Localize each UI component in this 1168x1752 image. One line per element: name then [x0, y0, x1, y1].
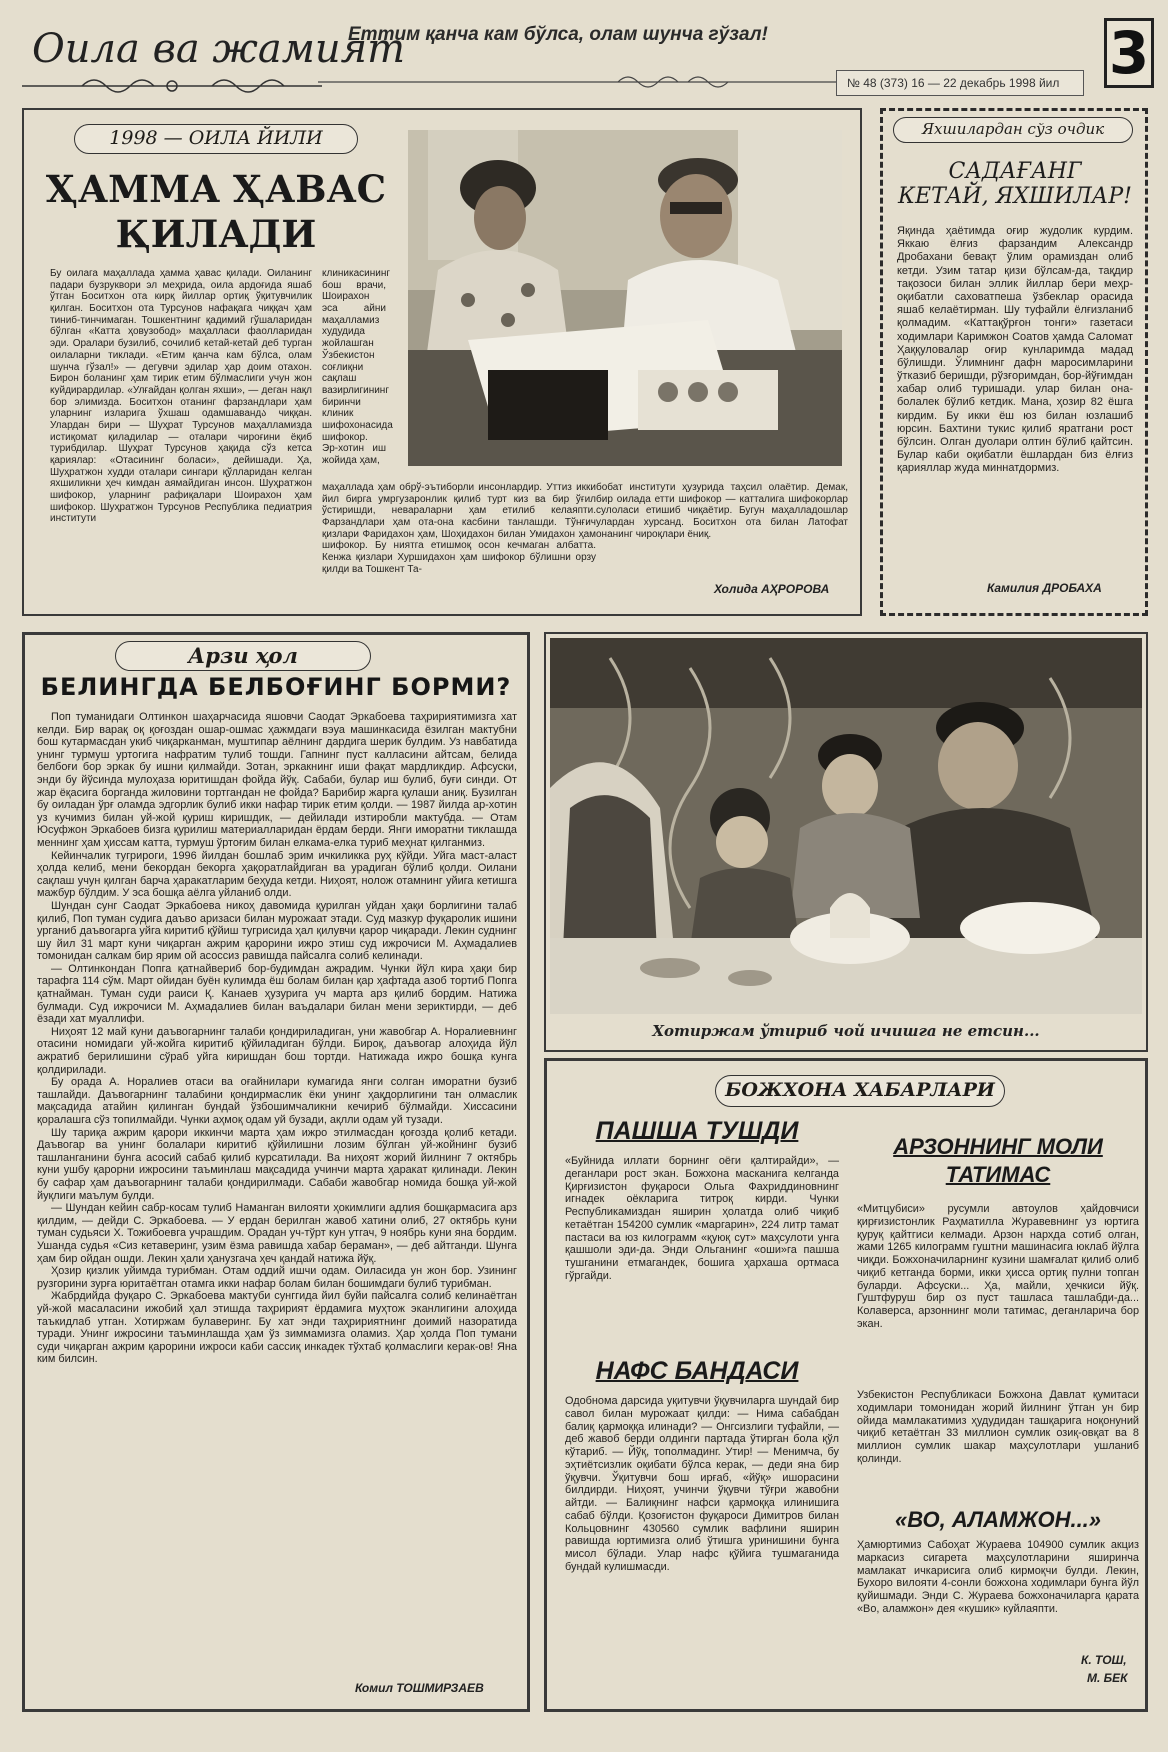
article3-kicker: Арзи ҳол — [115, 641, 371, 671]
article3-paragraph: — Шундан кейин сабр-косам тулиб Наманган вилояти ҳокимлиги адлия бошқармасига арз қилдим, — дейди С. Эркабоева. — У ердан берилган жавоб хатини олиб, 27 октябрь куни туман судьяси Х. Тожибоевга учрашдим. Орадан уч-тўрт кун утгач, 9 ноябрь куни яна бордим. Ушанда судья «Сиз кетаверинг, узим ёзма равишда хабар бераман», — деб айтганди. Шунга ҳам бир ойдан ошди. Лекин ҳали ҳанузгача ҳеч қандай натижа йўқ. — [37, 1202, 517, 1265]
article3-paragraph: Поп туманидаги Олтинкон шаҳарчасида яшовчи Саодат Эркабоева таҳририятимизга хат келди. Бир варақ оқ қоғоздан ошар-ошмас ҳажмдаги вэуа машинкасида ёзилган мактубни бош кутармасдан укиб чиқарканман, муштипар аёлнинг дардига шерик булдим. Уз навбатида унинг турмуш уртогига нафратим тулиб тошди. Гапнинг пуст калласини айтсам, белида белбоғи бор эркак бу ишни қилмайди. Зотан, эркакнинг иши фақат мардликдир. Афсуски, энди бу йўсинда мулоҳаза юритишдан фойда йўқ. Сабаби, булар иш булиб, буғи синди. От жар ёқасига борганда жиловини тортгандан не фойда? Барибир жарга қулаши аниқ. Бузилган бу оиладан ўрғ оламда эдгорлик булиб икки нафар тирик етим қолди. — 1987 йилда ар-хотин уз кучимиз билан уй-жой қуриш киришдик, — дейилади изтиробли мактубда. — Отам Юсуфжон Эркабоев бизга қурилиш материалларидан ёрдам берди. Янги иморатни тиклашда меннинг ҳам ҳиссам катта, турмуш ўртоғим билан елкама-елка туриб меҳнат қилганмиз. — [37, 711, 517, 849]
customs-a4-title: «ВО, АЛАМЖОН...» — [894, 1507, 1102, 1532]
article2-title — [889, 159, 1141, 210]
article2-kicker: Яхшилардан сўз очдик — [893, 117, 1133, 143]
customs-kicker: БОЖХОНА ХАБАРЛАРИ — [715, 1075, 1005, 1107]
article1-col3: бобат институти ҳузурида таҳсил олаётир. Демак, бир оилада етти шифокор — катталига шифокорлар сулоласи етишиб чиқаётир. Бугун маҳалладошлар улардан хурсанд. Боситхон ота билан Латофат онанинг чироқлари ёниқ. — [596, 482, 848, 540]
ornament-icon — [22, 74, 322, 98]
customs-a3-title — [853, 1133, 1143, 1188]
customs-a4-body: Ҳамюртимиз Сабоҳат Жураева 104900 сумлик акциз маркасиз сигарета маҳсулотларини яширинча мамлакат ичкарисига олиб кирмоқчи булди. Лекин, Бухоро вилояти 4-сонли божхона ходимлари бунга йўл қуйишмади. Энди С. Жураева божхоначиларга қарата «Во, аламжон» дея «кушик» куйлаяпти. — [857, 1539, 1139, 1615]
customs-a1-title: ПАШША ТУШДИ — [595, 1117, 799, 1145]
ornament-line-icon — [318, 72, 836, 92]
article3-body — [37, 711, 517, 1653]
article3-paragraph: Шу тариқа ажрим қарори иккинчи марта ҳам ижро этилмасдан қоғозда қолиб кетади. Даъвогар ва унинг болалари киритиб қўйилишни лозим бўлган уй-жойнинг бузиб ташланганини бунга асосий сабаб қилиб курсатилади. Ва ниҳоят жорий йилнинг 7 октябрь куни ушбу қарорни ижросини таъминлаш мақсадида учинчи марта ҳаракат қилинади. Лекин бу сафар ҳам даъвогарнинг талаби қондирилмади. Сабаби жавобгар номида бошқа уй-жой йуқлиги маълум булди. — [37, 1126, 517, 1202]
article3-paragraph: Жабрдийда фуқаро С. Эркабоева мактуби сунггида йил буйи пайсалга солиб келинаётган уй-жой масаласини ижобий ҳал этишда таҳририят ёрдамига муҳтож эканлигини алоҳида таъкидлаб утган. Хотиржам булаверинг. Бу хат энди таҳририятнинг доимий назоратида туради. Унинг ижросини таъминлашда ҳам ўз зиммамизга оламиз. Ҳар ҳолда Поп тумани суди чиқарган ажрим қарорини ижроси каби сассиқ инкадек тўхтаб қолмаслиги керак-ов! Яна ким билсин. — [37, 1290, 517, 1366]
article3-paragraph: Шундан сунг Саодат Эркабоева никоҳ давомида қурилган уйдан ҳақи борлигини талаб қилиб, Поп туман судига даъво аризаси билан мурожаат этади. Суд мазкур фуқаролик ишини урганиб даъвогарга уйга киритиб қўйиш тугрисида ҳал қилувчи қарор чиқаради. Лекин суднинг шу йил 31 март куни чиқарган ажрим қарорини ижро этиш суд ижрочиси М. Аҳмадалиев томонидан салкам бир ярим ой асоссиз равишда пайсалга солиб келинади. — [37, 899, 517, 963]
article3-byline: Комил ТОШМИРЗАЕВ — [355, 1681, 484, 1695]
photo-couple-illustration-icon — [408, 130, 842, 466]
article3-title: БЕЛИНГДА БЕЛБОҒИНГ БОРМИ? — [40, 673, 512, 701]
customs-a3-title-line2: ТАТИМАС — [945, 1161, 1051, 1187]
photo-tea-illustration-icon — [550, 638, 1142, 1014]
article1-title-line1: ҲАММА ҲАВАС — [45, 167, 387, 211]
customs-byline-2: М. БЕК — [1087, 1671, 1128, 1685]
article1-col1: Бу оилага маҳаллада ҳамма ҳавас қилади. Оиланинг падари бузруквори эл меҳрида, оила ардоғида яшаб ўтган Боситхон ота кирқ йиллар ортиқ ўқитувчилик қилган. Боситхон ота Турсунов нафақага чиққач ҳам тиниб-тинчимаган. Тошкентнинг қадимий гўшаларидан бўлган «Катта ҳовузобод» маҳалласи фаолларидан эди. Оралари бузилиб, сочилиб кетай-кетай деб турган оилаларни тиклади. «Етим қанча кам бўлса, олам шунча гўзал!» — дегувчи эдилар ҳар доим отахон. Бирон боланинг ҳам тирик етим бўлмаслиги учун жон куйдирардилар. «Улғайдан қолган яхши», — деган нақл бор элимизда. Боситхон отанинг фарзандлари ҳам уларнинг изларига ўхшаш одамшавандა чиққан. Улардан бири — Шуҳрат Турсунов маҳалламизда истиқомат қиладилар — оталари чироғини ёқиб турибдилар. Шуҳрат Турсунов ҳақида сўз кетса қариялар: «Отасининг боласи», дейишади. Ҳа, Шуҳратжон худди оталари сингари қўлларидан келган яхшиликни ҳеч кимдан аямайдиган инсон. Шуҳратжон шифокор, уларнинг рафиқалари Шоирахон ҳам шифокор. Шуҳратжон Турсунов Республика педиатрия институти — [50, 268, 312, 525]
customs-a3-body2: Узбекистон Республикаси Божхона Давлат қумитаси ходимлари томонидан жорий йилнинг ўтган ун бир ойида мамлакатимиз ҳудудидан ташқарига ноқонуний чиқиб кетаётган 33 миллион сумлик озиқ-овқат ва 8 миллион сумлик шакар маҳсулотлари ушланиб қолинди. — [857, 1389, 1139, 1465]
issue-band — [318, 58, 1118, 96]
article-family-year — [22, 108, 862, 616]
photo-tea-family — [550, 638, 1142, 1014]
article1-col2a: клиникасининг бош врачи, Шоирахон эса айни маҳалламиз худудида жойлашган Ўзбекистон соғлиқни сақлаш вазирлигининг биринчи клиник шифохонасида шифокор. Эр-хотин иш жойида ҳам, — [322, 268, 393, 466]
article1-kicker: 1998 — ОИЛА ЙИЛИ — [74, 124, 358, 154]
article1-title-line2: ҚИЛАДИ — [115, 211, 317, 256]
article3-paragraph: Кейинчалик тугрироги, 1996 йилдан бошлаб эрим ичкиликка руҳ кўйди. Уйга маст-аласт ҳолда келиб, мени бекордан бекорга ҳақоратлайдиган ва урадиган бўлиб қолди. Оилани сақлаш учун қилган барча ҳаракатларим беҳуда кетди. Ниҳоят, нолож отамнинг уйига кетишга мажбур бўлдим. У эса бошқа аёлга уйланиб олди. — [37, 849, 517, 900]
article2-byline: Камилия ДРОБАХА — [987, 581, 1102, 595]
page-number: 3 — [1104, 18, 1154, 88]
customs-a1-body: «Буйнида иллати борнинг оёги қалтирайди», — деганлари рост экан. Божхона масканига келганда Қирғизистон фуқароси Ольга Фахриддиновнинг игнадек оёкларига титроқ кирди. Чунки Республикамиздан яширин ҳолатда олиб чиқиб кетаётган 154200 сумлик «маргарин», 224 литр тамат пастаси ва юз килограмм «қуюқ сут» маҳсулоти унга қашшоли эди-да. Энди Ольганинг «оши»га пашша тушганини етмагандек, бошига ҳархаша ортмаса гўргайди. — [565, 1155, 839, 1282]
customs-a3-body1: «Митцубиси» русумли автоулов ҳайдовчиси қирғизистонлик Раҳматилла Журавевнинг уз юртига қуруқ қайтгиси келмади. Арзон нархда сотиб олган, жами 1265 килограмм гуштни машинасига юклаб йўлга чиқди. Божхоначиларнинг кузини шамғалат қилиб олиб чиқиб кетганда борми, икки ҳисса ортиқ пулни топган буларди. Афсуски... Ҳа, майли, ҳечкиси йўқ. Гуштфуруш бир оз пуст ташласа ташлабди-да... Колаверса, арзоннинг моли татимас, деганларича бор экан. — [857, 1203, 1139, 1330]
article3-paragraph: Ниҳоят 12 май куни даъвогарнинг талаби қондириладиган, уни жавобгар А. Норалиевнинг отасини номидаги уй-жойга киритиб қўйиладиган бўлди. Бироқ, даъвогар алоҳида йўл ажратиб берилишини сўраб уйга киришдан бош тортди. Натижада ижро бошқа кунга қолдирилади. — [37, 1025, 517, 1076]
article-complaint — [22, 632, 530, 1712]
article1-byline: Холида АҲРОРОВА — [714, 582, 830, 596]
customs-a2-body: Одобнома дарсида уқитувчи ўқувчиларга шундай бир савол билан мурожаат қилди: — Нима сабабдан балиқ қармоққа илинади? — Онгсизлиги туфайли, — деб жавоб берди олдинги партада ўтирган бола қўл кўтариб. — Йўқ, тополмадинг. Утир! — Менимча, бу эҳтиётсизлик оқибати бўлса керак, — деди яна бир ўқувчи. Ўқитувчи бош ирғаб, «йўқ» ишорасини билдирди. Ниҳоят, учинчи ўқувчи тўғри жавобни айтди. — Балиқнинг нафси қармоққа илинишига сабаб бўлди. Қозоғистон фуқароси Димитров билан Кольцовнинг 430560 сумлик вафлини яширин равишда юртимизга олиб ўтишга уринишини бунга мисол бўлади. Улар нафс қўйига тушмаганида бундай кулишмасди. — [565, 1395, 839, 1573]
article3-paragraph: Ҳозир қизлик уйимда турибман. Отам оддий ишчи одам. Оиласида ун жон бор. Узининг рузгорини зурға юритаётган отамга икки нафар болам билан бошимдаги булиб турибман. — [37, 1265, 517, 1290]
page-motto: Еттим қанча кам бўлса, олам шунча гўзал! — [348, 24, 768, 45]
article1-col2b: маҳаллада ҳам обрў-эътиборли инсонлардир. Уттиз икки йил бирга умргузаронлик қилиб турт киз ва бир ўғил ўстиришди, невараларни ҳам етилиб келаяпти. Фарзандлари ҳам ота-она касбини танлашди. Тўнғич қизлари Фаридахон ҳам, Шоҳидахон билан Умидахон ҳам шифокор. Бу ниятга етишмоқ осон кечмаган албатта. Кенжа қизлари Хуршидахон ҳам шифокор бўлишни орзу қилди ва Тошкент Та- — [322, 482, 596, 575]
rubric-title: Оила ва жамият — [32, 26, 406, 72]
masthead — [18, 14, 1150, 98]
photo-caption: Хотиржам ўтириб чой ичишга не етсин... — [652, 1022, 1040, 1040]
article2-title-line2: КЕТАЙ, ЯХШИЛАР! — [898, 184, 1132, 210]
article3-paragraph: Бу орада А. Норалиев отаси ва оғайнилари кумагида янги солган иморатни бузиб ташлайди. Даъвогарнинг талабини қондирмаслик ёки унинг ҳақдорлигини тан олмаслик мақсадида атайин қилинган бундай ўзбошимчаликни кечириб бўлмайди. Хиссасини қоралашга сўз топилмайди. Чунки аҳмоқ одам уй бузади, ақлли одам уй тузади. — [37, 1076, 517, 1126]
customs-a2-title: НАФС БАНДАСИ — [595, 1357, 799, 1385]
customs-a3-title-line1: АРЗОННИНГ МОЛИ — [893, 1134, 1103, 1159]
article1-title — [34, 167, 398, 256]
customs-byline-1: К. ТОШ, — [1081, 1653, 1127, 1667]
customs-news-block — [544, 1058, 1148, 1712]
article2-body: Яқинда ҳаётимда оғир жудолик курдим. Яккаю ёлғиз фарзандим Александр Дробахани бевақт ўлим орамиздан олиб кетди. Узим татар қизи бўлсам-да, тақдир тақозоси билан эллик йиллар бери меҳр-оқибатли саховатпеша ўзбеклар орасида яшаб келаётирман. Шу туфайли ёлғизланиб қолмадим. «Каттақўрғон тонги» газетаси ходимлари Каримжон Соатов ҳамда Саломат Ҳаққуловалар оғир кунларимда мадад бўлишди. Ўлимнинг дафн маросимларини ўтказиб беришди, рўзғоримдан, бор-йўғимдан хабар олиб туришади. улар билан она-болалек бўлиб кетдик. Мана, ҳозир 82 ёшга кирдим. Бу икки ёш юз билан юзлашиб юрсин. Бахтини тукис қилиб яратгани рост бўлсин. Олган дуолари олтин бўлиб қайтсин. Булар каби оқибатли ёшлардан биз ёлғиз қарияллар жуда миннатдормиз. — [897, 225, 1133, 475]
article3-paragraph: — Олтинкондан Попга қатнайвериб бор-будимдан ажрадим. Чунки йўл кира ҳақи бир тарафга 114 сўм. Март ойидан буён кулимда ёш болам билан қар ҳафтада азоб тортиб Попга қатнайман. Туман суди раиси Қ. Канаев ҳузурига уч марта арз қилиб бордим. Натижа булмади. Суд ижрочиси М. Аҳмадалиев билан ваъдалари билан мени зериктирди, — деб ёзади хат муаллифи. — [37, 962, 517, 1026]
article2-title-line1: САДАҒАНГ — [948, 159, 1082, 184]
photo-tea-block — [544, 632, 1148, 1052]
issue-info: № 48 (373) 16 — 22 декабрь 1998 йил — [836, 70, 1084, 96]
photo-couple-reading — [408, 130, 842, 466]
article-thanks-kind-people — [880, 108, 1148, 616]
